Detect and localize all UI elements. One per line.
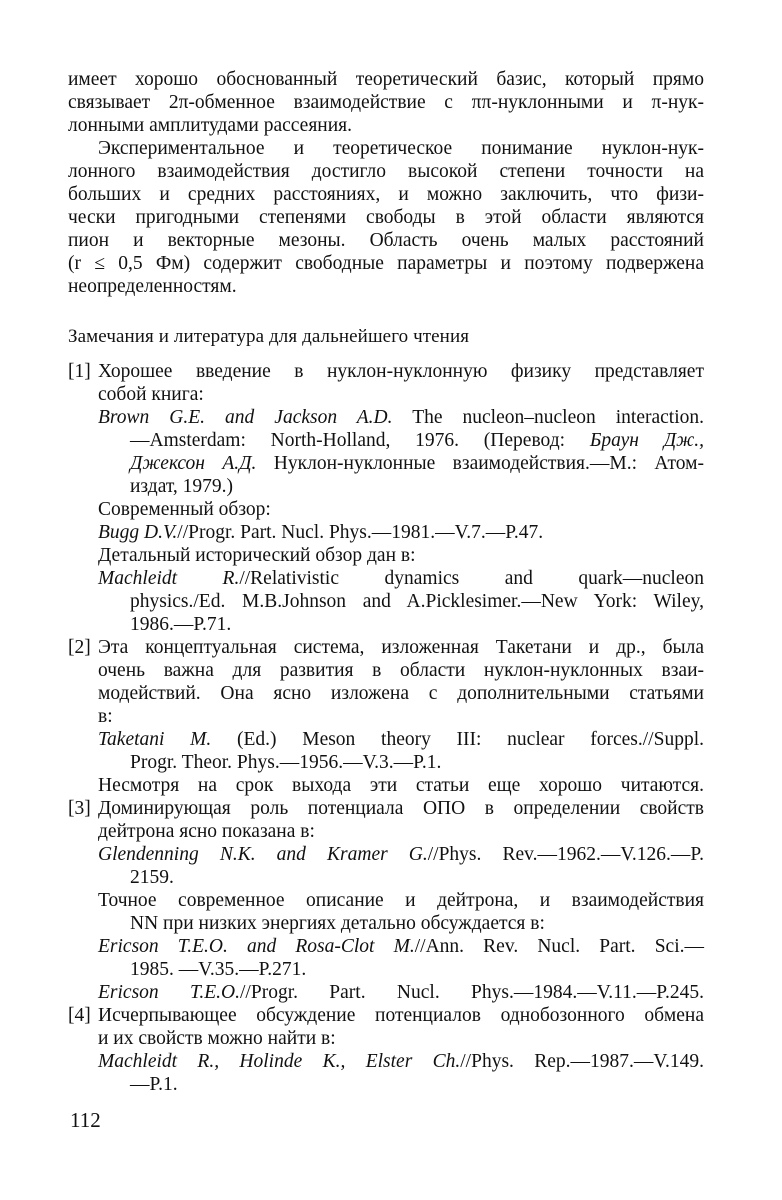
section-heading: Замечания и литература для дальнейшего чтения <box>68 326 470 347</box>
ref-4-line: [4] Исчерпывающее обсуждение потенциалов однобозонного обмена <box>68 1005 704 1026</box>
ref-note: Современный обзор: <box>98 499 271 520</box>
text-line: неопределенностям. <box>68 276 237 297</box>
ref-note: NN при низких энергиях детально обсуждается в: <box>130 913 545 934</box>
ref-2-line: модействий. Она ясно изложена с дополнительными статьями <box>98 683 704 704</box>
citation: Taketani M. (Ed.) Meson theory III: nuclear forces.//Suppl. <box>98 729 704 750</box>
ref-2-line: [2] Эта концептуальная система, изложенная Такетани и др., была <box>68 637 704 658</box>
citation: Machleidt R.//Relativistic dynamics and quark—nucleon <box>98 568 704 589</box>
ref-2-line: очень важна для развития в области нуклон-нуклонных взаи- <box>98 660 704 681</box>
ref-1-line: [1] Хорошее введение в нуклон-нуклонную физику представляет <box>68 361 704 382</box>
ref-number: [3] <box>68 798 91 819</box>
citation: 2159. <box>130 867 174 888</box>
citation: Ericson T.E.O.//Progr. Part. Nucl. Phys.—1984.—V.11.—P.245. <box>98 982 704 1003</box>
citation: Machleidt R., Holinde K., Elster Ch.//Phys. Rep.—1987.—V.149. <box>98 1051 704 1072</box>
citation: Brown G.E. and Jackson A.D. The nucleon–nucleon interaction. <box>98 407 704 428</box>
ref-number: [1] <box>68 361 91 382</box>
citation: Progr. Theor. Phys.—1956.—V.3.—P.1. <box>130 752 442 773</box>
ref-note: Несмотря на срок выхода эти статьи еще хорошо читаются. <box>98 775 704 796</box>
ref-3-line: дейтрона ясно показана в: <box>98 821 315 842</box>
ref-3-line: [3] Доминирующая роль потенциала ОПО в определении свойств <box>68 798 704 819</box>
ref-number: [2] <box>68 637 91 658</box>
text-line: лонными амплитудами рассеяния. <box>68 115 353 136</box>
ref-2-line: в: <box>98 706 113 727</box>
citation: Джексон А.Д. Нуклон-нуклонные взаимодействия.—М.: Атом- <box>130 453 704 474</box>
citation: 1985. —V.35.—P.271. <box>130 959 307 980</box>
page-body <box>68 68 704 1096</box>
citation: —Amsterdam: North-Holland, 1976. (Перевод: Браун Дж., <box>130 430 704 451</box>
citation: —P.1. <box>130 1074 178 1095</box>
text-line: лонного взаимодействия достигло высокой степени точности на <box>68 161 704 182</box>
citation: physics./Ed. M.B.Johnson and A.Picklesimer.—New York: Wiley, <box>130 591 704 612</box>
text-line: больших и средних расстояниях, и можно заключить, что физи- <box>68 184 704 205</box>
citation: 1986.—P.71. <box>130 614 232 635</box>
text-line: имеет хорошо обоснованный теоретический базис, который прямо <box>68 69 704 90</box>
ref-note: Точное современное описание и дейтрона, и взаимодействия <box>98 890 704 911</box>
citation: Bugg D.V.//Progr. Part. Nucl. Phys.—1981.—V.7.—P.47. <box>98 522 544 543</box>
ref-4-line: и их свойств можно найти в: <box>98 1028 336 1049</box>
text-line: (r ≤ 0,5 Фм) содержит свободные параметры и поэтому подвержена <box>68 253 704 274</box>
text-line: пион и векторные мезоны. Область очень малых расстояний <box>68 230 704 251</box>
text-line: связывает 2π-обменное взаимодействие с ππ-нуклонными и π-нук- <box>68 92 704 113</box>
ref-number: [4] <box>68 1005 91 1026</box>
ref-note: Детальный исторический обзор дан в: <box>98 545 416 566</box>
citation: Ericson T.E.O. and Rosa-Clot M.//Ann. Rev. Nucl. Part. Sci.— <box>98 936 704 957</box>
text-line: чески пригодными степенями свободы в этой области являются <box>68 207 704 228</box>
ref-1-line: собой книга: <box>98 384 204 405</box>
citation: Glendenning N.K. and Kramer G.//Phys. Rev.—1962.—V.126.—P. <box>98 844 704 865</box>
page-number: 112 <box>70 1108 101 1132</box>
text-line: Экспериментальное и теоретическое понимание нуклон-нук- <box>98 138 704 159</box>
citation: издат, 1979.) <box>130 476 234 497</box>
